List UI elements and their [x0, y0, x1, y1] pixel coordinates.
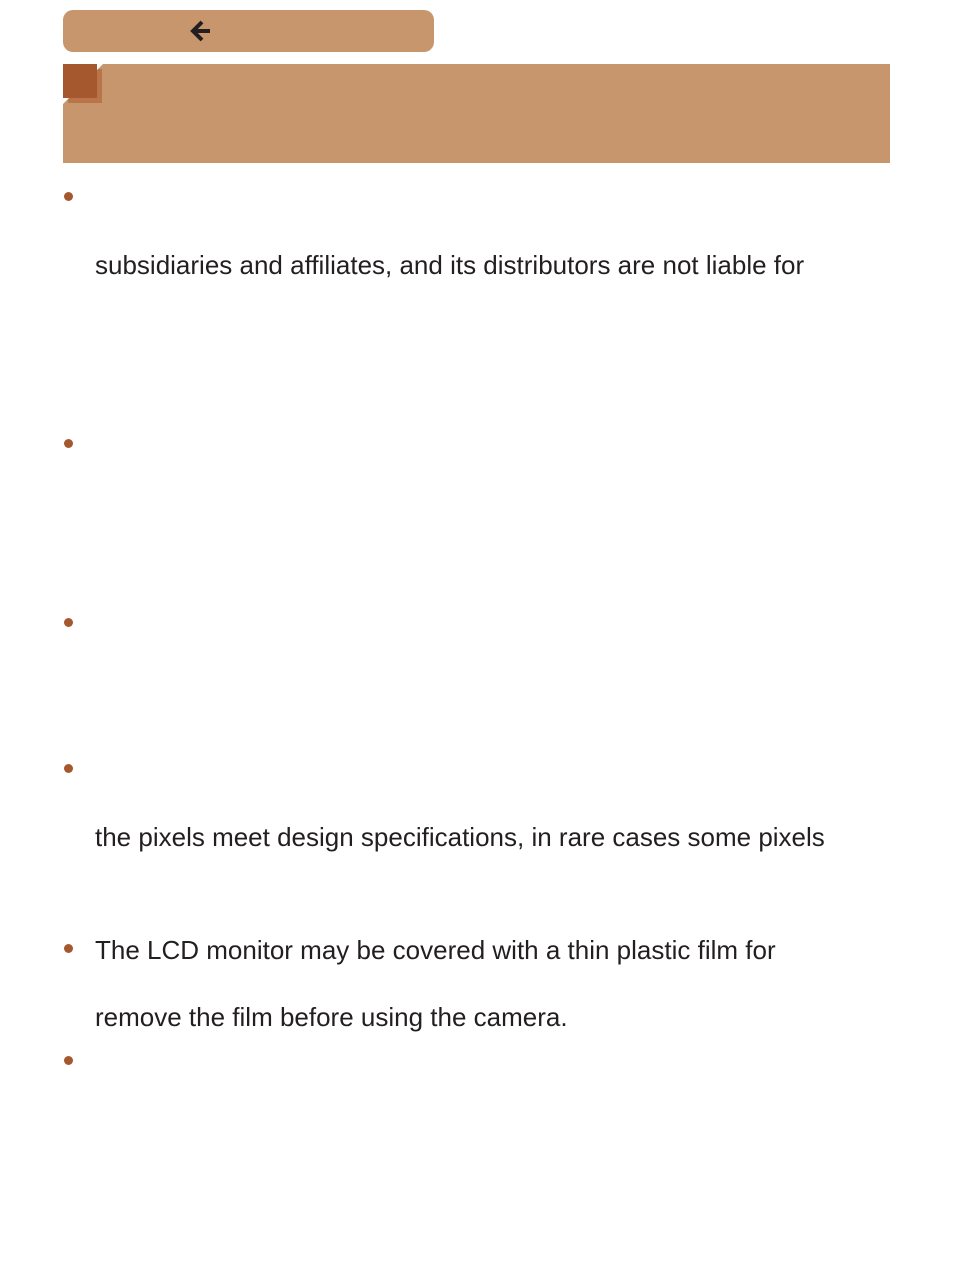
bullet-6 [64, 1056, 73, 1065]
bullet-5 [64, 944, 73, 953]
bullet-2 [64, 439, 73, 448]
text-line-1: subsidiaries and affiliates, and its distributors are not liable for [95, 250, 805, 280]
bullet-4 [64, 764, 73, 773]
bullet-1 [64, 192, 73, 201]
text-line-2: the pixels meet design specifications, in rare cases some pixels [95, 822, 825, 852]
text-line-4: remove the film before using the camera. [95, 1002, 568, 1032]
text-line-3: The LCD monitor may be covered with a thin plastic film for [95, 935, 776, 965]
bullet-3 [64, 618, 73, 627]
